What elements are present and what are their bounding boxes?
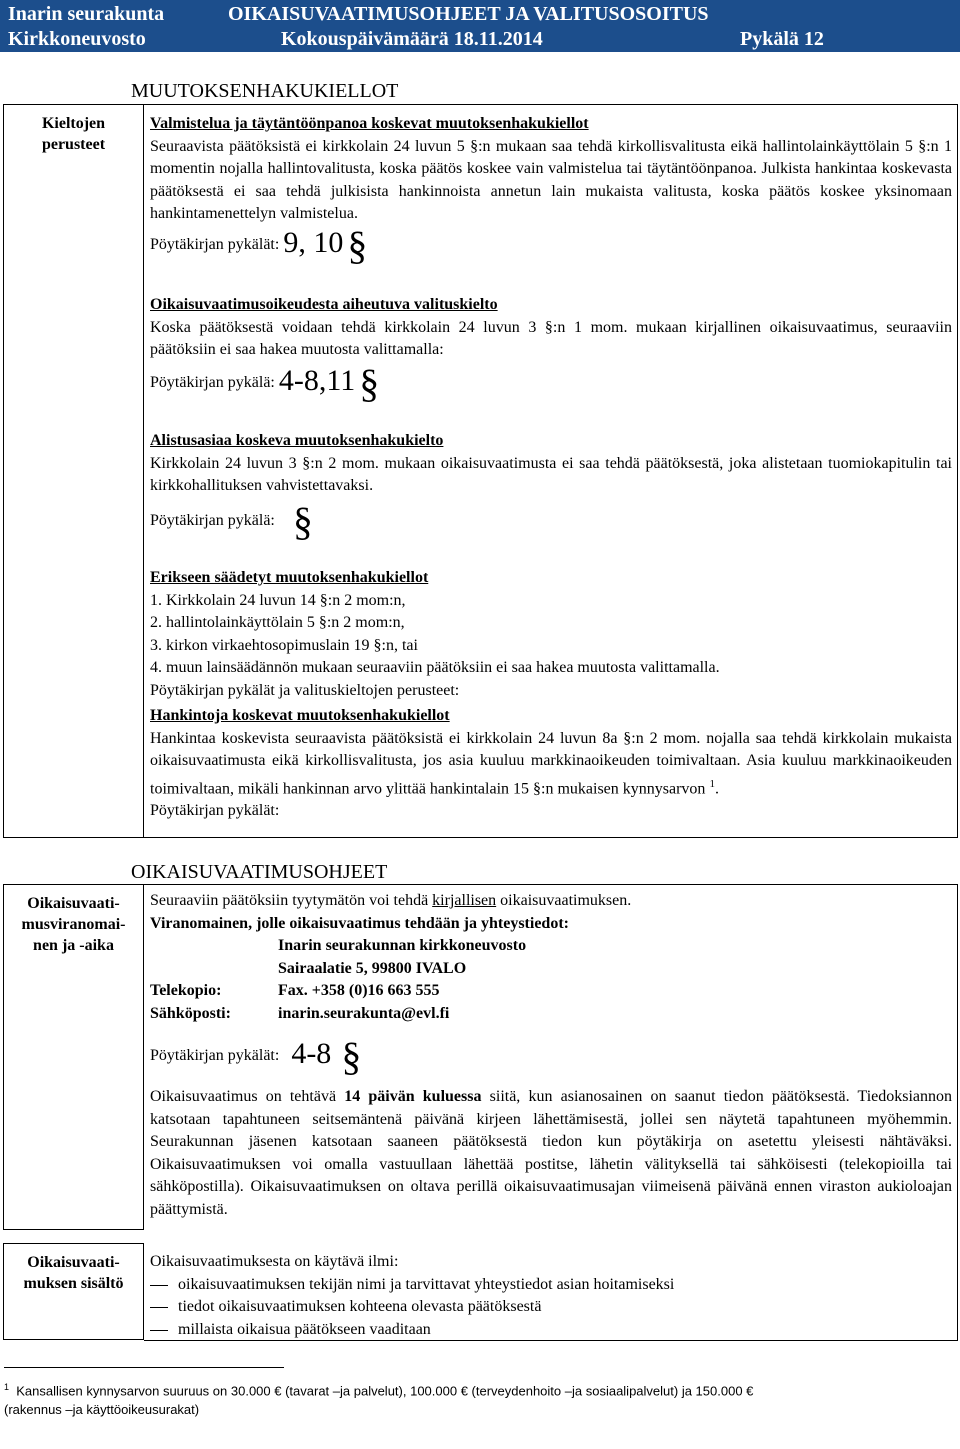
section-erikseen-saadetyt (150, 567, 952, 702)
content-block (150, 1251, 952, 1341)
pk-label: Pöytäkirjan pykälät: (150, 1047, 280, 1064)
side-label-line: nen ja -aika (33, 937, 114, 954)
section-sign: § (341, 1034, 362, 1079)
side-label-line: Oikaisuvaati- (27, 1254, 120, 1271)
section-body-text: Hankintaa koskevista seuraavista päätöksistä ei kirkkolain 24 luvun 8a §:n 2 mom. nojalla saa tehdä kirkkolain mukaista oikaisuvaatimusta eikä kirkollisvalitusta, jos asia kuuluu markkinaoikeuden toimivaltaan. Asia kuuluu markkinaoikeuden toimivaltaan, mikäli hankinnan arvo ylittää hankintalain 15 §:n mukaisen kynnysarvon (150, 729, 952, 797)
footnote-line (4, 1378, 954, 1400)
part2-box-top (144, 884, 958, 885)
section-sign: § (359, 360, 380, 406)
list-item: tiedot oikaisuvaatimuksen kohteena olevasta päätöksestä (150, 1296, 952, 1319)
pk-label: Pöytäkirjan pykälä: (150, 511, 275, 529)
time-text: Oikaisuvaatimus on tehtävä (150, 1088, 345, 1105)
part2-title: OIKAISUVAATIMUSOHJEET (131, 861, 388, 883)
intro-line (150, 890, 952, 913)
intro-underlined: kirjallisen (432, 892, 497, 909)
section-body: Koska päätöksestä voidaan tehdä kirkkolain 24 luvun 3 §:n 1 mom. mukaan kirjallinen oikaisuvaatimus, seuraaviin päätöksiin ei saa hakea muutosta valittamalla: (150, 318, 952, 358)
list-item: millaista oikaisua päätökseen vaaditaan (150, 1319, 952, 1342)
authority-address: Sairaalatie 5, 99800 IVALO (278, 959, 467, 977)
section-body: Kirkkolain 24 luvun 3 §:n 2 mom. mukaan oikaisuvaatimusta ei saa tehdä päätöksestä, joka alistetaan tuomiokapitulin tai kirkkohallituksen vahvistettavaksi. (150, 454, 952, 494)
list-item: 3. kirkon virkaehtosopimuslain 19 §:n, tai (150, 636, 418, 654)
content-heading: Oikaisuvaatimuksesta on käytävä ilmi: (150, 1253, 399, 1270)
list-item: oikaisuvaatimuksen tekijän nimi ja tarvittavat yhteystiedot asian hoitamiseksi (150, 1274, 952, 1297)
pk-label: Pöytäkirjan pykälät: (150, 235, 280, 253)
section-heading: Oikaisuvaatimusoikeudesta aiheutuva valituskielto (150, 296, 498, 313)
section-heading: Hankintoja koskevat muutoksenhakukiellot (150, 707, 450, 724)
pk-row (150, 1034, 952, 1079)
pk-row (150, 360, 952, 406)
email-row (150, 1003, 952, 1026)
pk-label: Pöytäkirjan pykälä: (150, 373, 275, 391)
authority-name: Inarin seurakunnan kirkkoneuvosto (278, 937, 527, 954)
section-heading: Erikseen säädetyt muutoksenhakukiellot (150, 569, 429, 586)
list-item: 4. muun lainsäädännön mukaan seuraaviin päätöksiin ei saa hakea muutosta valittamalla. (150, 659, 720, 676)
side-label-line: muksen sisältö (23, 1275, 124, 1292)
pk-label: Pöytäkirjan pykälät ja valituskieltojen perusteet: (150, 681, 460, 699)
section-oikaisuvaatimusoikeus (150, 294, 952, 406)
section-heading: Alistusasiaa koskeva muutoksenhakukielto (150, 432, 444, 449)
footnote-separator (4, 1367, 284, 1368)
fax-row (150, 980, 952, 1003)
footnote-text: Kansallisen kynnysarvon suuruus on 30.000 € (tavarat –ja palvelut), 100.000 € (terveydenhoito –ja sosiaalipalvelut) ja 150.000 € (16, 1383, 754, 1399)
section-sign: § (292, 498, 313, 544)
header-doc-title: OIKAISUVAATIMUSOHJEET JA VALITUSOSOITUS (228, 3, 709, 25)
part1-title: MUUTOKSENHAKUKIELLOT (131, 80, 399, 102)
email-value: inarin.seurakunta@evl.fi (278, 1004, 450, 1022)
time-bold: 14 päivän kuluessa (344, 1088, 482, 1105)
part1-box-right (957, 104, 958, 838)
intro-text: Seuraaviin päätöksiin tyytymätön voi tehdä (150, 892, 433, 909)
pk-row (150, 222, 952, 268)
email-label: Sähköposti: (150, 1004, 231, 1022)
side-label-kieltojen-perusteet (3, 104, 144, 838)
part1-box-bottom (144, 837, 958, 838)
footnote-line-2: (rakennus –ja käyttöoikeusurakat) (4, 1402, 200, 1418)
section-body (150, 728, 952, 801)
fax-value: Fax. +358 (0)16 663 555 (278, 982, 440, 999)
pk-value: 4-8,11 (278, 363, 356, 397)
footnote (4, 1378, 954, 1419)
side-label-sisalto (3, 1243, 144, 1340)
footnote-ref: 1 (709, 777, 715, 790)
part2-box-right (957, 884, 958, 1341)
side-label-line: musviranomai- (21, 916, 126, 933)
authority-heading: Viranomainen, jolle oikaisuvaatimus tehdään ja yhteystiedot: (150, 914, 569, 932)
intro-text-end: oikaisuvaatimuksen. (496, 892, 632, 909)
side-label-line: Kieltojen (41, 115, 106, 132)
side-label-viranomainen (3, 884, 144, 1230)
footnote-mark: 1 (4, 1382, 10, 1392)
header-section: Pykälä 12 (740, 28, 824, 50)
section-heading: Valmistelua ja täytäntöönpanoa koskevat muutoksenhakukiellot (150, 115, 589, 132)
pk-label: Pöytäkirjan pykälät: (150, 802, 280, 820)
section-body-end: . (714, 779, 719, 797)
section-hankinnat (150, 705, 952, 823)
side-label-line: perusteet (41, 136, 106, 153)
time-text-rest: siitä, kun asianosainen on saanut tiedon päätöksestä. Tiedoksiannon katsotaan tapahtuneen seitsemäntenä päivänä kirjeen lähettämisestä, jollei sen näytetä tapahtuneen myöhemmin. Seurakunnan jäsenen katsotaan saaneen päätöksestä tiedon kun pöytäkirja on asetettu yleisesti nähtäväksi. Oikaisuvaatimuksen voi omalla vastuullaan lähettää postitse, lähetin välityksellä tai sähköisesti (telekopioilla tai sähköpostilla). Oikaisuvaatimuksen on oltava perillä oikaisuvaatimusajan viimeisenä päivänä ennen viraston aukioloajan päättymistä. (150, 1088, 953, 1218)
section-sign: § (347, 222, 368, 268)
fax-label: Telekopio: (150, 982, 222, 999)
part1-box-top (144, 104, 958, 105)
pk-value: 4-8 (291, 1037, 332, 1070)
header-body: Kirkkoneuvosto (8, 28, 146, 50)
list-item: 2. hallintolainkäyttölain 5 §:n 2 mom:n, (150, 614, 405, 631)
time-limit-paragraph (150, 1086, 952, 1221)
pk-row (150, 498, 952, 544)
pk-value: 9, 10 (283, 225, 344, 259)
authority-block (150, 890, 952, 1079)
list-item: 1. Kirkkolain 24 luvun 14 §:n 2 mom:n, (150, 591, 406, 609)
section-alistusasia (150, 430, 952, 544)
header-org: Inarin seurakunta (8, 3, 165, 25)
side-label-line: Oikaisuvaati- (27, 895, 120, 912)
header-meeting-date: Kokouspäivämäärä 18.11.2014 (281, 28, 543, 50)
section-valmistelu (150, 113, 952, 268)
section-body: Seuraavista päätöksistä ei kirkkolain 24 luvun 5 §:n mukaan saa tehdä kirkollisvalitusta eikä hallintolainkäyttölain 5 §:n 1 momentin nojalla hallintovalitusta, koska päätös koskee vain valmistelua tai täytäntöönpanoa. Julkista hankintaa koskevasta päätöksestä ei saa tehdä julkisista hankinnoista annetun lain mukaista valitusta, koska päätös koskee yksinomaan hankintamenettelyn valmistelua. (150, 137, 952, 222)
